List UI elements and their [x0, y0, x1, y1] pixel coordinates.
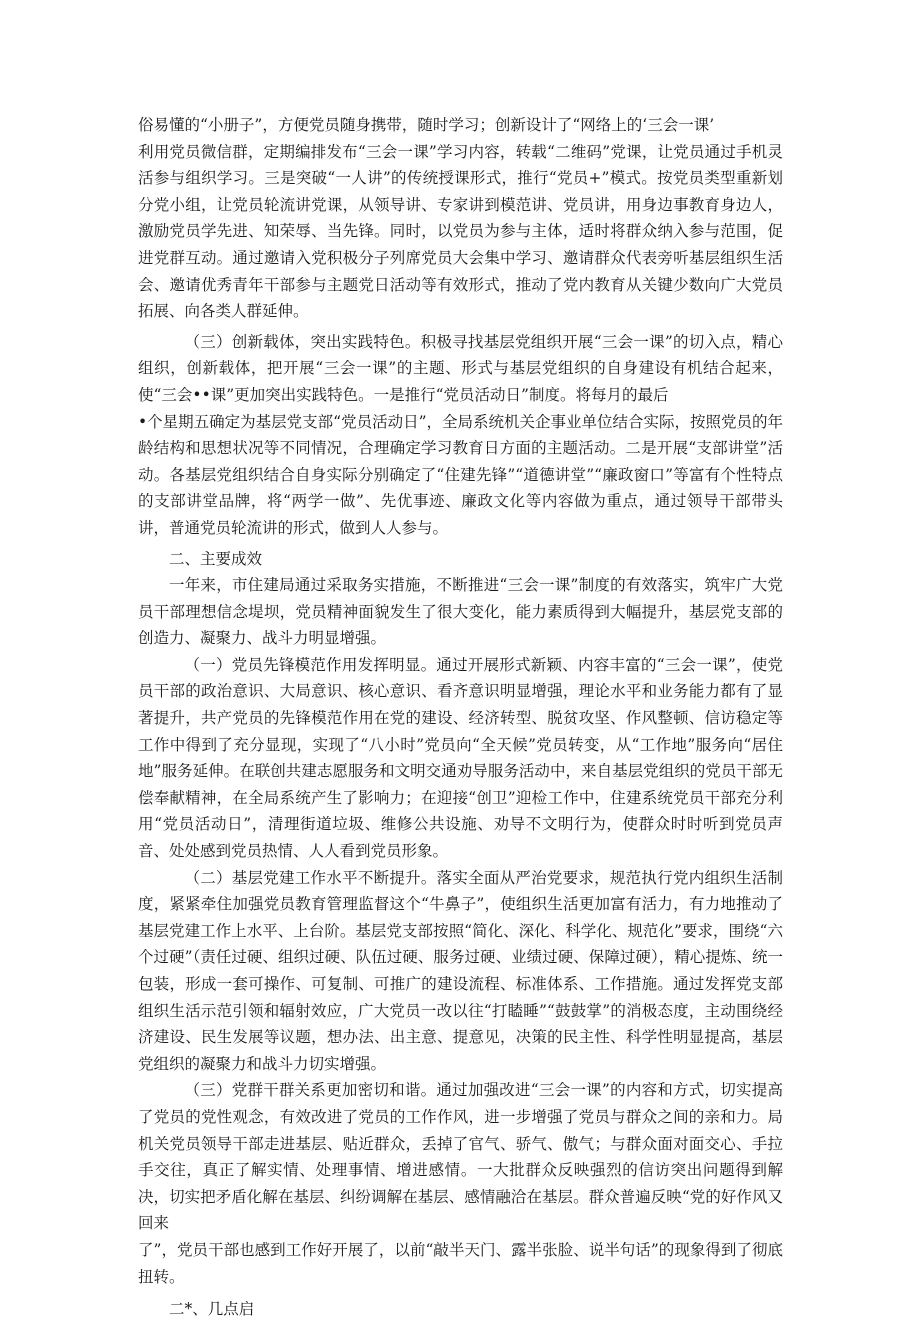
paragraph-party-mass-relations — [138, 1077, 783, 1237]
paragraph-party-building — [138, 865, 783, 1078]
heading-text: 二、主要成效 — [169, 549, 263, 568]
document-body — [138, 112, 783, 1323]
heading-text: 二*、几点启 — [169, 1300, 255, 1319]
paragraph-party-mass-relations-cont — [138, 1237, 783, 1290]
text-block: （三）党群干群关系更加密切和谐。通过加强改进“三会一课”的内容和方式，切实提高了党员的党性观念，有效改进了党员的工作作风，进一步增强了党员与群众之间的亲和力。局机关党员领导干部走进基层、贴近群众，丢掉了官气、骄气、傲气；与群众面对面交心、手拉手交往，真正了解实情、处理事情、增进感情。一大批群众反映强烈的信访突出问题得到解决，切实把矛盾化解在基层、纠纷调解在基层、感情融洽在基层。群众普遍反映“党的好作风又回来 — [138, 1081, 783, 1233]
text-block: （三）创新载体，突出实践特色。积极寻找基层党组织开展“三会一课”的切入点，精心组织，创新载体，把开展“三会一课”的主题、形式与基层党组织的自身建设有机结合起来，使“三会••课”更加突出实践特色。一是推行“党员活动日”制度。将每月的最后 — [138, 332, 783, 404]
paragraph-results-overview — [138, 572, 783, 652]
section-heading-main-results — [138, 546, 783, 573]
text-line: 俗易懂的“小册子”，方便党员随身携带，随时学习；创新设计了“网络上的‘三会一课’ — [138, 116, 715, 134]
paragraph-vanguard-role — [138, 652, 783, 865]
text-block: （二）基层党建工作水平不断提升。落实全面从严治党要求，规范执行党内组织生活制度，紧紧牵住加强党员教育管理监督这个“牛鼻子”，使组织生活更加富有活力，有力地推动了基层党建工作上水平、上台阶。基层党支部按照“简化、深化、科学化、规范化”要求，围绕“六个过硬”（责任过硬、组织过硬、队伍过硬、服务过硬、业绩过硬、保障过硬），精心提炼、统一包装，形成一套可操作、可复制、可推广的建设流程、标准体系、工作措施。通过发挥党支部组织生活示范引领和辐射效应，广大党员一改以往“打瞌睡”“鼓鼓掌”的消极态度，主动围绕经济建设、民生发展等议题，想办法、出主意、提意见，决策的民主性、科学性明显提高，基层党组织的凝聚力和战斗力切实增强。 — [138, 868, 783, 1073]
text-block: •个星期五确定为基层党支部“党员活动日”，全局系统机关企事业单位结合实际，按照党员的年龄结构和思想状况等不同情况，合理确定学习教育日方面的主题活动。二是开展“支部讲堂”活动。各基层党组织结合自身实际分别确定了“住建先锋”“道德讲堂”“廉政窗口”等富有个性特点的支部讲堂品牌，将“两学一做”、先优事迹、廉政文化等内容做为重点，通过领导干部带头讲，普通党员轮流讲的形式，做到人人参与。 — [138, 412, 783, 537]
text-block: （一）党员先锋模范作用发挥明显。通过开展形式新颖、内容丰富的“三会一课”，使党员干部的政治意识、大局意识、核心意识、看齐意识明显增强，理论水平和业务能力都有了显著提升，共产党员的先锋模范作用在党的建设、经济转型、脱贫攻坚、作风整顿、信访稳定等工作中得到了充分显现，实现了“八小时”党员向“全天候”党员转变，从“工作地”服务向“居住地”服务延伸。在联创共建志愿服务和文明交通劝导服务活动中，来自基层党组织的党员干部无偿奉献精神，在全局系统产生了影响力；在迎接“创卫”迎检工作中，住建系统党员干部充分利用“党员活动日”，清理街道垃圾、维修公共设施、劝导不文明行为，使群众时时听到党员声音、处处感到党员热情、人人看到党员形象。 — [138, 655, 783, 861]
text-block: 了”，党员干部也感到工作好开展了，以前“敲半天门、露半张脸、说半句话”的现象得到了彻底扭转。 — [138, 1240, 783, 1286]
paragraph-continued-intro — [138, 112, 783, 325]
paragraph-innovation-carrier-cont — [138, 409, 783, 542]
text-block: 一年来，市住建局通过采取务实措施，不断推进“三会一课”制度的有效落实，筑牢广大党员干部理想信念堤坝，党员精神面貌发生了很大变化，能力素质得到大幅提升，基层党支部的创造力、凝聚力、战斗力明显增强。 — [138, 576, 783, 648]
text-block: 利用党员微信群，定期编排发布“三会一课”学习内容，转载“二维码”党课，让党员通过手机灵活参与组织学习。三是突破“一人讲”的传统授课形式，推行“党员+”模式。按党员类型重新划分党小组，让党员轮流讲党课，从领导讲、专家讲到模范讲、党员讲，用身边事教育身边人，激励党员学先进、知荣辱、当先锋。同时，以党员为参与主体，适时将群众纳入参与范围，促进党群互动。通过邀请入党积极分子列席党员大会集中学习、邀请群众代表旁听基层组织生活会、邀请优秀青年干部参与主题党日活动等有效形式，推动了党内教育从关键少数向广大党员拓展、向各类人群延伸。 — [138, 142, 783, 321]
section-heading-insights — [138, 1296, 783, 1323]
paragraph-innovation-carrier — [138, 329, 783, 409]
